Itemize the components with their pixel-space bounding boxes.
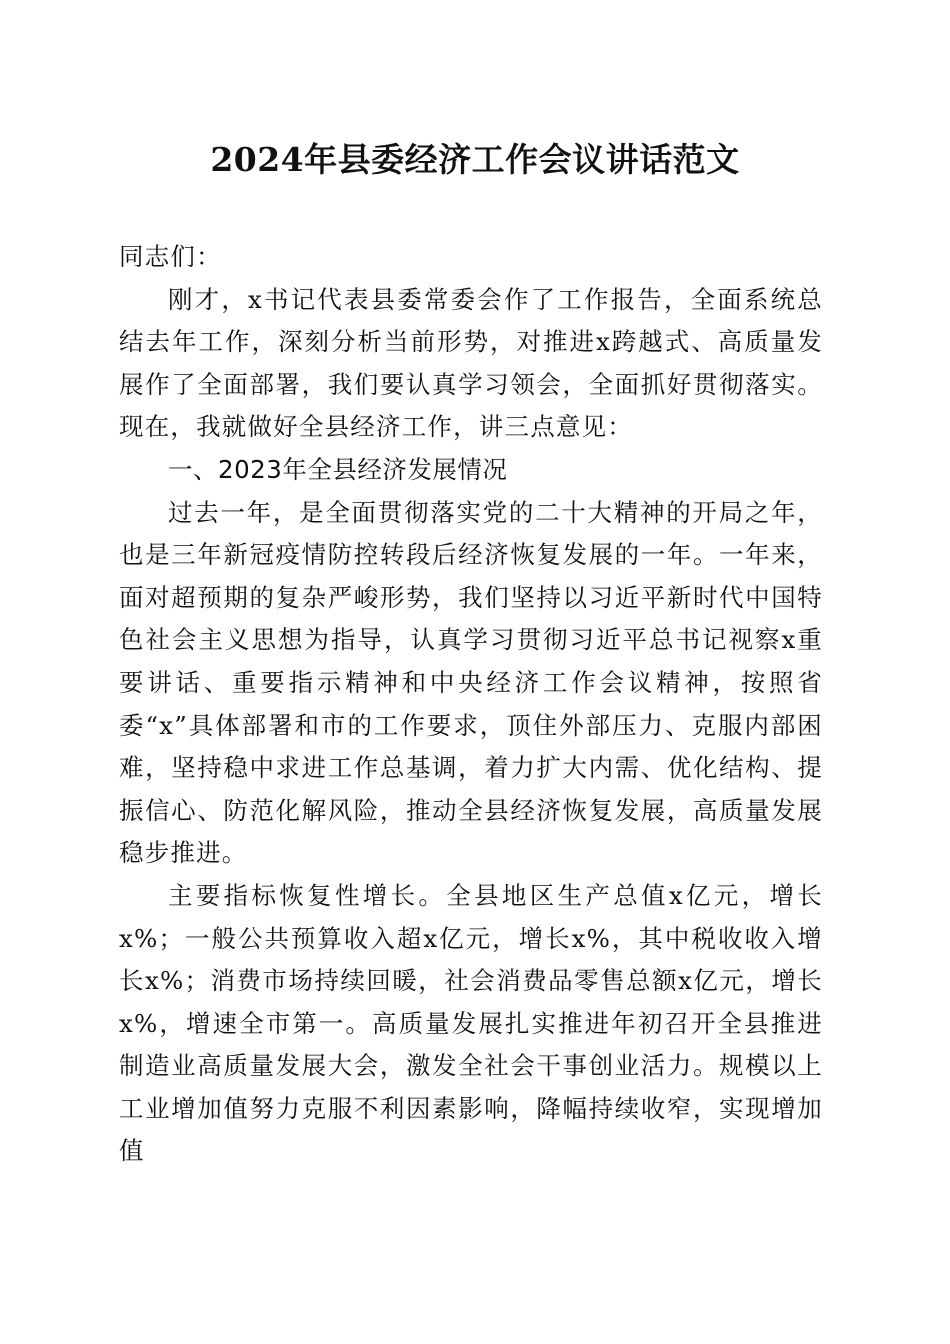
paragraph-section1-2: 主要指标恢复性增长。全县地区生产总值x亿元，增长x%；一般公共预算收入超x亿元，增长x%，其中税收收入增长x%；消费市场持续回暖，社会消费品零售总额x亿元，增长x%，增速全市第一。高质量发展扎实推进年初召开全县推进制造业高质量发展大会，激发全社会干事创业活力。规模以上工业增加值努力克服不利因素影响，降幅持续收窄，实现增加值 [119, 880, 823, 1166]
document-body [119, 236, 823, 1173]
section-heading-1: 一、2023年全县经济发展情况 [168, 454, 508, 484]
paragraph-intro: 刚才，x书记代表县委常委会作了工作报告，全面系统总结去年工作，深刻分析当前形势，对推进x跨越式、高质量发展作了全面部署，我们要认真学习领会，全面抓好贯彻落实。现在，我就做好全县经济工作，讲三点意见： [119, 284, 823, 442]
salutation: 同志们： [119, 242, 222, 271]
document-title: 2024年县委经济工作会议讲话范文 [210, 140, 740, 179]
paragraph-section1-1: 过去一年，是全面贯彻落实党的二十大精神的开局之年，也是三年新冠疫情防控转段后经济恢复发展的一年。一年来，面对超预期的复杂严峻形势，我们坚持以习近平新时代中国特色社会主义思想为指导，认真学习贯彻习近平总书记视察x重要讲话、重要指示精神和中央经济工作会议精神，按照省委“x”具体部署和市的工作要求，顶住外部压力、克服内部困难，坚持稳中求进工作总基调，着力扩大内需、优化结构、提振信心、防范化解风险，推动全县经济恢复发展，高质量发展稳步推进。 [119, 497, 823, 868]
